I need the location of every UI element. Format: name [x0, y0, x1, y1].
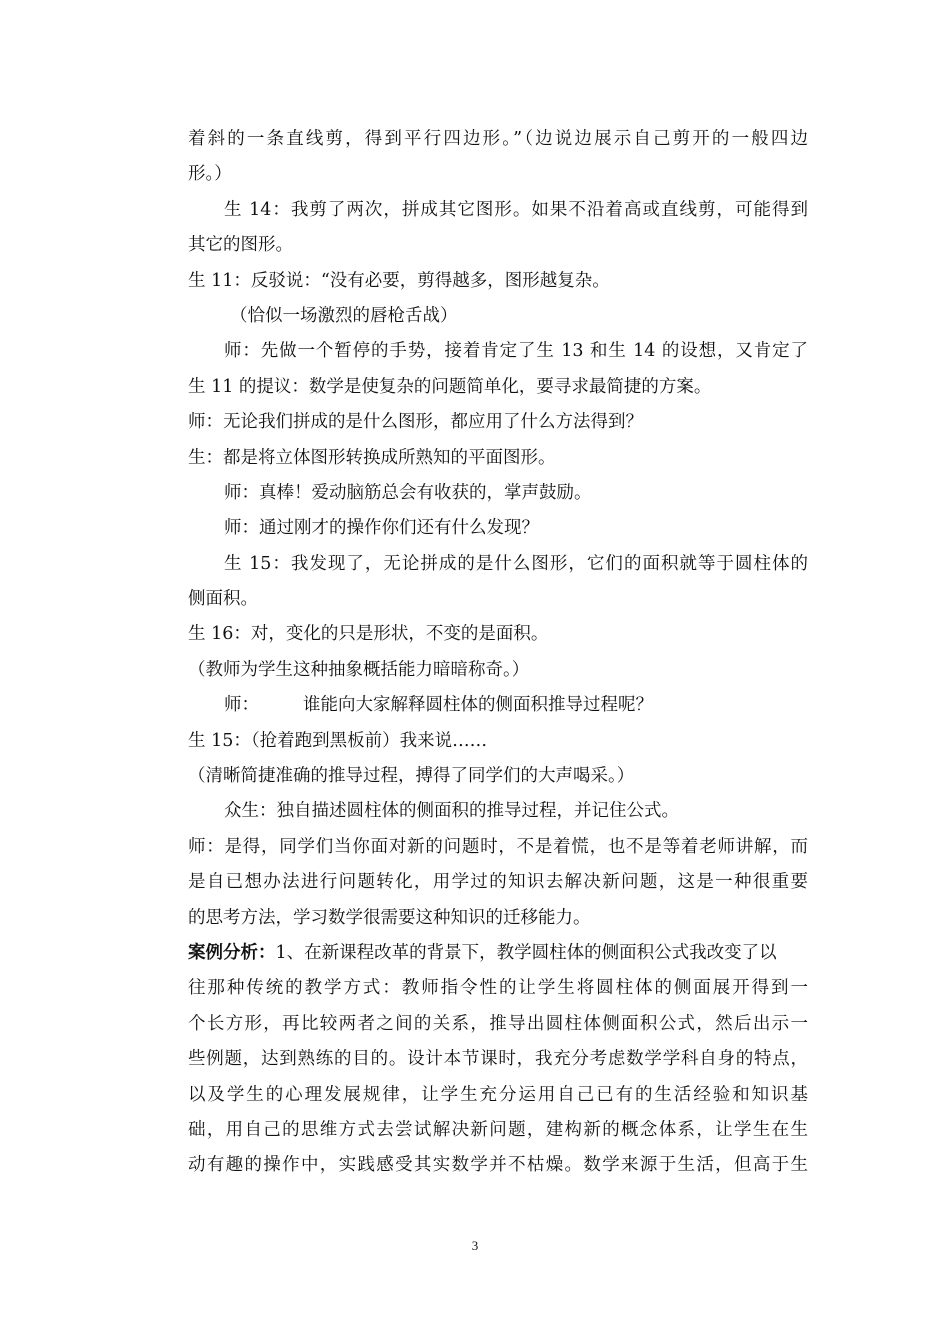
text-line: 础，用自己的思维方式去尝试解决新问题，建构新的概念体系，让学生在生	[188, 1119, 808, 1140]
analysis-text: 1、在新课程改革的背景下，教学圆柱体的侧面积公式我改变了以	[275, 942, 777, 963]
text-line: 生：都是将立体图形转换成所熟知的平面图形。	[188, 447, 556, 468]
text-line: 生 11 的提议：数学是使复杂的问题简单化，要寻求最简捷的方案。	[188, 376, 712, 397]
text-line: 师：是得，同学们当你面对新的问题时，不是着慌，也不是等着老师讲解，而	[188, 836, 808, 857]
text-line: 往那种传统的教学方式：教师指令性的让学生将圆柱体的侧面展开得到一	[188, 978, 808, 999]
text-line: 着斜的一条直线剪，得到平行四边形。”（边说边展示自己剪开的一般四边	[188, 129, 808, 149]
text-line: 以及学生的心理发展规律，让学生充分运用自己已有的生活经验和知识基	[188, 1084, 808, 1105]
text-line: 众生：独自描述圆柱体的侧面积的推导过程，并记住公式。	[224, 801, 679, 822]
text-line: 个长方形，再比较两者之间的关系，推导出圆柱体侧面积公式，然后出示一	[188, 1013, 808, 1034]
text-line: 生 11：反驳说：“没有必要，剪得越多，图形越复杂。	[188, 270, 610, 291]
text-line: 生 15：（抢着跑到黑板前）我来说……	[188, 730, 488, 751]
text-line: 的思考方法，学习数学很需要这种知识的迁移能力。	[188, 907, 591, 928]
text-line: （清晰简捷准确的推导过程，搏得了同学们的大声喝采。）	[188, 766, 635, 787]
text-line: 动有趣的操作中，实践感受其实数学并不枯燥。数学来源于生活，但高于生	[188, 1155, 808, 1176]
text-line: 师：通过刚才的操作你们还有什么发现？	[224, 518, 539, 539]
text-line: （恰似一场激烈的唇枪舌战）	[230, 305, 458, 326]
text-line: 师：真棒！爱动脑筋总会有收获的，掌声鼓励。	[224, 482, 592, 503]
text-line: 形。）	[188, 164, 232, 185]
text-line: 师：无论我们拼成的是什么图形，都应用了什么方法得到？	[188, 412, 643, 433]
document-body	[188, 122, 808, 1184]
text-line	[188, 936, 808, 971]
question-text: 谁能向大家解释圆柱体的侧面积推导过程呢？	[303, 695, 653, 716]
text-line: 生 14：我剪了两次，拼成其它图形。如果不沿着高或直线剪，可能得到	[224, 199, 808, 220]
case-analysis-heading: 案例分析：	[188, 942, 276, 963]
text-line: 是自已想办法进行问题转化，用学过的知识去解决新问题，这是一种很重要	[188, 872, 808, 893]
text-line: 些例题，达到熟练的目的。设计本节课时，我充分考虑数学学科自身的特点，	[188, 1049, 808, 1070]
text-line	[188, 688, 808, 723]
text-line: 师：先做一个暂停的手势，接着肯定了生 13 和生 14 的设想，又肯定了	[224, 341, 808, 362]
text-line: （教师为学生这种抽象概括能力暗暗称奇。）	[188, 659, 530, 680]
text-line: 侧面积。	[188, 589, 258, 610]
speaker-label: 师：	[224, 695, 259, 716]
text-line: 生 15：我发现了，无论拼成的是什么图形，它们的面积就等于圆柱体的	[224, 553, 808, 574]
text-line: 生 16：对，变化的只是形状，不变的是面积。	[188, 624, 549, 645]
text-line: 其它的图形。	[188, 235, 293, 256]
page-number: 3	[471, 1238, 479, 1253]
